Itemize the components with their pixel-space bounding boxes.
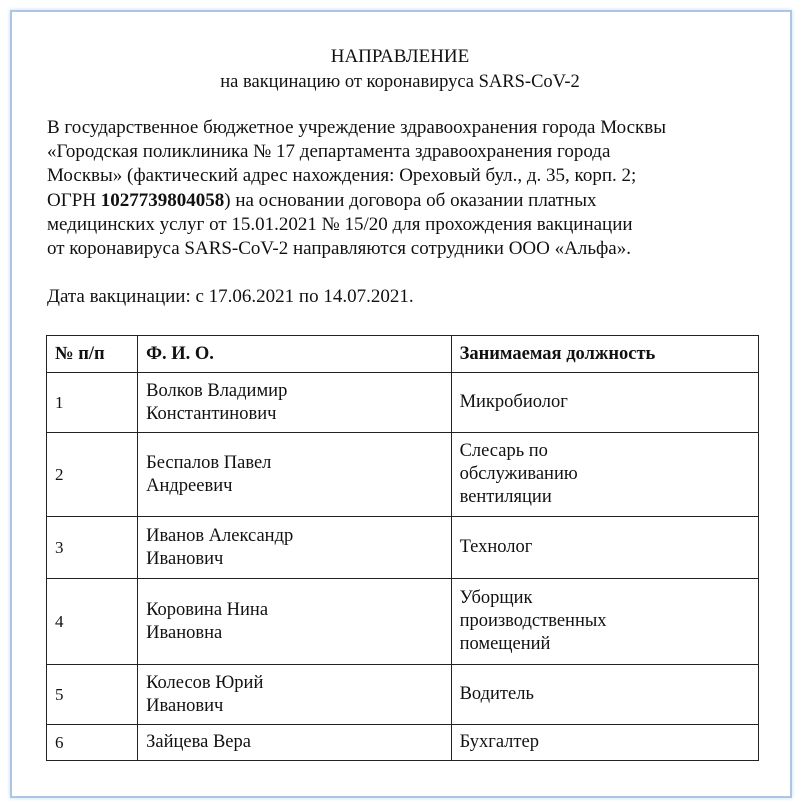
row-number: 5: [47, 665, 138, 725]
row-number: 3: [47, 517, 138, 579]
paragraph-line: Москвы» (фактический адрес нахождения: Ореховый бул., д. 35, корп. 2;: [47, 165, 637, 187]
table-row: [47, 725, 759, 761]
full-name-line: Андреевич: [146, 475, 233, 496]
paragraph-line: медицинских услуг от 15.01.2021 № 15/20 для прохождения вакцинации: [47, 213, 633, 235]
header-number: № п/п: [47, 336, 138, 373]
paragraph-line: «Городская поликлиника № 17 департамента здравоохранения города: [47, 141, 611, 163]
employee-full-name: [138, 579, 451, 665]
employees-table: [46, 335, 759, 761]
full-name-line: Ивановна: [146, 622, 223, 643]
ogrn-label: ОГРН: [47, 189, 101, 211]
employee-position: [451, 517, 758, 579]
full-name-line: Беспалов Павел: [146, 452, 272, 473]
full-name-line: Константинович: [146, 403, 277, 424]
full-name-line: Иванов Александр: [146, 525, 294, 546]
row-number: 2: [47, 433, 138, 517]
position-line: Уборщик: [459, 588, 533, 608]
full-name-line: Колесов Юрий: [146, 672, 264, 693]
position-line: Слесарь по: [459, 441, 548, 461]
full-name-line: Волков Владимир: [146, 380, 288, 401]
employee-position: [451, 579, 758, 665]
full-name-line: Иванович: [146, 548, 224, 569]
position-line: Микробиолог: [459, 392, 568, 412]
full-name-line: Зайцева Вера: [146, 732, 251, 752]
table-row: [47, 579, 759, 665]
position-line: Водитель: [459, 684, 534, 704]
ogrn-line: [47, 189, 767, 213]
ogrn-rest: ) на основании договора об оказании платных: [224, 189, 597, 211]
employee-full-name: [138, 517, 451, 579]
employee-position: [451, 665, 758, 725]
table-row: [47, 433, 759, 517]
position-line: Бухгалтер: [459, 732, 539, 752]
ogrn-value: 1027739804058: [100, 189, 225, 211]
position-line: Технолог: [459, 537, 533, 557]
document-subtitle: на вакцинацию от коронавируса SARS-CoV-2: [220, 72, 580, 92]
row-number: 4: [47, 579, 138, 665]
position-line: обслуживанию: [459, 464, 578, 484]
position-line: помещений: [459, 634, 551, 654]
position-line: вентиляции: [459, 487, 552, 507]
full-name-line: Коровина Нина: [146, 599, 269, 620]
header-full-name: Ф. И. О.: [138, 336, 451, 373]
position-line: производственных: [459, 611, 607, 631]
row-number: 6: [47, 725, 138, 761]
table-header-row: [47, 336, 759, 373]
employee-position: [451, 725, 758, 761]
employee-full-name: [138, 373, 451, 433]
paragraph-line: В государственное бюджетное учреждение здравоохранения города Москвы: [47, 117, 666, 138]
employee-full-name: [138, 665, 451, 725]
employee-full-name: [138, 433, 451, 517]
paragraph-line: от коронавируса SARS-CoV-2 направляются сотрудники ООО «Альфа».: [47, 238, 631, 260]
employee-position: [451, 373, 758, 433]
table-body: [47, 373, 759, 761]
header-position: Занимаемая должность: [451, 336, 758, 373]
referral-paragraph: [47, 116, 767, 261]
employee-full-name: [138, 725, 451, 761]
document-title: НАПРАВЛЕНИЕ: [330, 46, 470, 67]
full-name-line: Иванович: [146, 695, 224, 716]
employee-position: [451, 433, 758, 517]
vaccination-dates: Дата вакцинации: с 17.06.2021 по 14.07.2021.: [47, 286, 414, 307]
table-row: [47, 517, 759, 579]
table-row: [47, 665, 759, 725]
table-row: [47, 373, 759, 433]
row-number: 1: [47, 373, 138, 433]
